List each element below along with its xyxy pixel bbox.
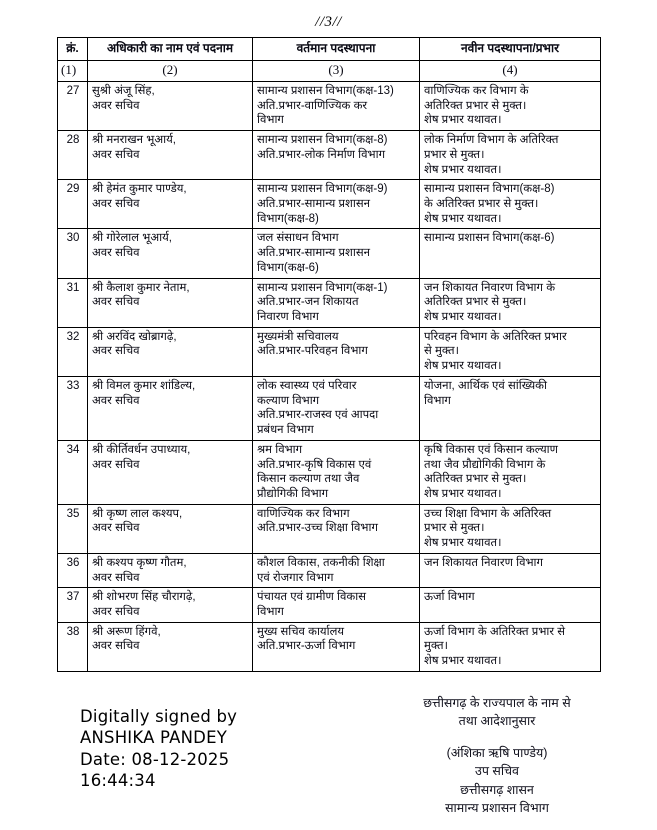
cell-officer-name xyxy=(88,504,253,553)
new-posting-line: शेष प्रभार यथावत। xyxy=(424,114,502,127)
column-number-4: (4) xyxy=(420,61,601,82)
cell-current-posting xyxy=(253,553,420,587)
current-posting-line: अति.प्रभार-वाणिज्यिक कर xyxy=(257,99,368,112)
new-posting-line: ऊर्जा विभाग के अतिरिक्त प्रभार से xyxy=(424,625,566,638)
table-row xyxy=(58,180,601,229)
table-row xyxy=(58,440,601,504)
officer-designation: अवर सचिव xyxy=(92,571,140,584)
cell-officer-name xyxy=(88,588,253,622)
cell-serial-number: 35 xyxy=(58,504,88,553)
new-posting-line: के अतिरिक्त प्रभार से मुक्त। xyxy=(424,198,539,211)
document-footer xyxy=(0,694,657,830)
current-posting-line: अति.प्रभार-उच्च शिक्षा विभाग xyxy=(257,522,378,535)
authority-government: छत्तीसगढ़ शासन xyxy=(460,782,534,797)
officer-name: श्री हेमंत कुमार पाण्डेय, xyxy=(92,183,187,196)
current-posting-line: अति.प्रभार-राजस्व एवं आपदा xyxy=(257,409,379,422)
officer-name: श्री शोभरण सिंह चौरागढ़े, xyxy=(92,591,196,604)
current-posting-line: सामान्य प्रशासन विभाग(कक्ष-13) xyxy=(257,84,394,97)
current-posting-line: निवारण विभाग xyxy=(257,311,319,324)
page-number-marker: //3// xyxy=(315,14,342,30)
cell-serial-number: 29 xyxy=(58,180,88,229)
cell-new-posting xyxy=(420,553,601,587)
new-posting-line: परिवहन विभाग के अतिरिक्त प्रभार xyxy=(424,330,567,343)
current-posting-line: जल संसाधन विभाग xyxy=(257,232,339,245)
cell-new-posting xyxy=(420,81,601,130)
table-row xyxy=(58,131,601,180)
table-body xyxy=(58,61,601,672)
new-posting-line: योजना, आर्थिक एवं सांख्यिकी xyxy=(424,379,547,392)
authority-department: सामान्य प्रशासन विभाग xyxy=(445,800,549,815)
signature-signer-name: ANSHIKA PANDEY xyxy=(80,728,227,748)
new-posting-line: सामान्य प्रशासन विभाग(कक्ष-6) xyxy=(424,232,555,245)
table-row xyxy=(58,622,601,671)
cell-new-posting xyxy=(420,278,601,327)
current-posting-line: मुख्यमंत्री सचिवालय xyxy=(257,330,339,343)
cell-officer-name xyxy=(88,327,253,376)
cell-current-posting xyxy=(253,327,420,376)
new-posting-line: से मुक्त। xyxy=(424,345,459,358)
new-posting-line: प्रभार से मुक्त। xyxy=(424,148,485,161)
new-posting-line: मुक्त। xyxy=(424,640,448,653)
new-posting-line: शेष प्रभार यथावत। xyxy=(424,311,502,324)
header-officer-name-designation: अधिकारी का नाम एवं पदनाम xyxy=(88,38,253,61)
cell-current-posting xyxy=(253,440,420,504)
table-row xyxy=(58,278,601,327)
column-number-row xyxy=(58,61,601,82)
cell-current-posting xyxy=(253,504,420,553)
new-posting-line: जन शिकायत निवारण विभाग xyxy=(424,556,543,569)
current-posting-line: पंचायत एवं ग्रामीण विकास xyxy=(257,591,366,604)
officer-name: श्री कीर्तिवर्धन उपाध्याय, xyxy=(92,443,191,456)
cell-officer-name xyxy=(88,229,253,278)
authority-spacer xyxy=(352,730,642,744)
officer-name: श्री कश्यप कृष्ण गौतम, xyxy=(92,556,187,569)
cell-officer-name xyxy=(88,81,253,130)
officer-designation: अवर सचिव xyxy=(92,605,140,618)
table-row xyxy=(58,588,601,622)
officer-name: सुश्री अंजू सिंह, xyxy=(92,84,155,97)
current-posting-line: विभाग(कक्ष-8) xyxy=(257,212,319,225)
current-posting-line: किसान कल्याण तथा जैव xyxy=(257,473,360,486)
officer-designation: अवर सचिव xyxy=(92,247,140,260)
new-posting-line: शेष प्रभार यथावत। xyxy=(424,537,502,550)
officer-designation: अवर सचिव xyxy=(92,458,140,471)
cell-serial-number: 36 xyxy=(58,553,88,587)
current-posting-line: सामान्य प्रशासन विभाग(कक्ष-1) xyxy=(257,281,388,294)
cell-serial-number: 28 xyxy=(58,131,88,180)
cell-new-posting xyxy=(420,131,601,180)
new-posting-line: अतिरिक्त प्रभार से मुक्त। xyxy=(424,473,527,486)
officer-designation: अवर सचिव xyxy=(92,522,140,535)
cell-serial-number: 34 xyxy=(58,440,88,504)
cell-serial-number: 33 xyxy=(58,376,88,440)
table-header xyxy=(58,38,601,61)
cell-current-posting xyxy=(253,622,420,671)
table-header-row xyxy=(58,38,601,61)
current-posting-line: श्रम विभाग xyxy=(257,443,303,456)
cell-serial-number: 30 xyxy=(58,229,88,278)
current-posting-line: विभाग xyxy=(257,605,284,618)
officer-designation: अवर सचिव xyxy=(92,345,140,358)
cell-officer-name xyxy=(88,553,253,587)
officers-transfer-table xyxy=(57,37,601,672)
current-posting-line: अति.प्रभार-सामान्य प्रशासन xyxy=(257,247,371,260)
signature-time: 16:44:34 xyxy=(80,771,156,791)
column-number-3: (3) xyxy=(253,61,420,82)
cell-current-posting xyxy=(253,81,420,130)
cell-new-posting xyxy=(420,180,601,229)
current-posting-line: सामान्य प्रशासन विभाग(कक्ष-8) xyxy=(257,134,388,147)
cell-serial-number: 31 xyxy=(58,278,88,327)
cell-officer-name xyxy=(88,180,253,229)
current-posting-line: वाणिज्यिक कर विभाग xyxy=(257,507,350,520)
current-posting-line: सामान्य प्रशासन विभाग(कक्ष-9) xyxy=(257,183,388,196)
officer-name: श्री अरूण हिंगवे, xyxy=(92,625,161,638)
cell-serial-number: 37 xyxy=(58,588,88,622)
cell-new-posting xyxy=(420,588,601,622)
new-posting-line: अतिरिक्त प्रभार से मुक्त। xyxy=(424,99,527,112)
new-posting-line: शेष प्रभार यथावत। xyxy=(424,212,502,225)
current-posting-line: प्रबंधन विभाग xyxy=(257,424,314,437)
current-posting-line: प्रौद्योगिकी विभाग xyxy=(257,487,329,500)
cell-current-posting xyxy=(253,131,420,180)
new-posting-line: कृषि विकास एवं किसान कल्याण xyxy=(424,443,558,456)
cell-current-posting xyxy=(253,278,420,327)
current-posting-line: अति.प्रभार-लोक निर्माण विभाग xyxy=(257,148,386,161)
authority-signatory-name: (अंशिका ऋषि पाण्डेय) xyxy=(446,746,548,761)
new-posting-line: उच्च शिक्षा विभाग के अतिरिक्त xyxy=(424,507,552,520)
current-posting-line: विभाग(कक्ष-6) xyxy=(257,261,319,274)
current-posting-line: लोक स्वास्थ्य एवं परिवार xyxy=(257,379,357,392)
cell-new-posting xyxy=(420,229,601,278)
cell-officer-name xyxy=(88,440,253,504)
authority-designation: उप सचिव xyxy=(475,764,519,779)
cell-new-posting xyxy=(420,504,601,553)
new-posting-line: वाणिज्यिक कर विभाग के xyxy=(424,84,529,97)
new-posting-line: विभाग xyxy=(424,394,451,407)
new-posting-line: जन शिकायत निवारण विभाग के xyxy=(424,281,556,294)
authority-governor-line: छत्तीसगढ़ के राज्यपाल के नाम से xyxy=(423,696,571,710)
table-row xyxy=(58,327,601,376)
current-posting-line: अति.प्रभार-परिवहन विभाग xyxy=(257,345,368,358)
cell-current-posting xyxy=(253,588,420,622)
current-posting-line: अति.प्रभार-जन शिकायत xyxy=(257,296,359,309)
cell-new-posting xyxy=(420,622,601,671)
new-posting-line: तथा जैव प्रौद्योगिकी विभाग के xyxy=(424,458,546,471)
officer-designation: अवर सचिव xyxy=(92,198,140,211)
cell-current-posting xyxy=(253,180,420,229)
officer-name: श्री मनराखन भूआर्य, xyxy=(92,134,176,147)
current-posting-line: विभाग xyxy=(257,114,284,127)
new-posting-line: प्रभार से मुक्त। xyxy=(424,522,485,535)
officer-name: श्री कृष्ण लाल कश्यप, xyxy=(92,507,183,520)
table-row xyxy=(58,81,601,130)
header-current-posting: वर्तमान पदस्थापना xyxy=(253,38,420,61)
cell-new-posting xyxy=(420,327,601,376)
issuing-authority-block xyxy=(352,694,642,817)
cell-officer-name xyxy=(88,278,253,327)
cell-officer-name xyxy=(88,376,253,440)
cell-current-posting xyxy=(253,376,420,440)
cell-serial-number: 38 xyxy=(58,622,88,671)
header-new-posting-charge: नवीन पदस्थापना/प्रभार xyxy=(420,38,601,61)
cell-current-posting xyxy=(253,229,420,278)
new-posting-line: अतिरिक्त प्रभार से मुक्त। xyxy=(424,296,527,309)
current-posting-line: कल्याण विभाग xyxy=(257,394,320,407)
officer-designation: अवर सचिव xyxy=(92,640,140,653)
new-posting-line: शेष प्रभार यथावत। xyxy=(424,163,502,176)
cell-new-posting xyxy=(420,440,601,504)
officer-name: श्री गोरेलाल भूआर्य, xyxy=(92,232,172,245)
signature-label: Digitally signed by xyxy=(80,707,238,726)
current-posting-line: अति.प्रभार-सामान्य प्रशासन xyxy=(257,198,371,211)
table-row xyxy=(58,504,601,553)
officer-name: श्री विमल कुमार शांडिल्य, xyxy=(92,379,196,392)
officer-name: श्री अरविंद खोब्रागढ़े, xyxy=(92,330,177,343)
current-posting-line: अति.प्रभार-कृषि विकास एवं xyxy=(257,458,372,471)
current-posting-line: कौशल विकास, तकनीकी शिक्षा xyxy=(257,556,385,569)
cell-serial-number: 27 xyxy=(58,81,88,130)
officer-designation: अवर सचिव xyxy=(92,148,140,161)
cell-serial-number: 32 xyxy=(58,327,88,376)
officer-designation: अवर सचिव xyxy=(92,99,140,112)
cell-officer-name xyxy=(88,622,253,671)
officer-name: श्री कैलाश कुमार नेताम, xyxy=(92,281,190,294)
signature-date: Date: 08-12-2025 xyxy=(80,749,230,769)
new-posting-line: शेष प्रभार यथावत। xyxy=(424,655,502,668)
authority-order-line: तथा आदेशानुसार xyxy=(458,714,536,729)
new-posting-line: सामान्य प्रशासन विभाग(कक्ष-8) xyxy=(424,183,555,196)
header-serial-number: क्रं. xyxy=(58,38,88,61)
cell-officer-name xyxy=(88,131,253,180)
officer-designation: अवर सचिव xyxy=(92,394,140,407)
table-row xyxy=(58,376,601,440)
current-posting-line: एवं रोजगार विभाग xyxy=(257,571,334,584)
digital-signature-block xyxy=(80,706,340,792)
new-posting-line: ऊर्जा विभाग xyxy=(424,591,475,604)
officer-designation: अवर सचिव xyxy=(92,296,140,309)
new-posting-line: शेष प्रभार यथावत। xyxy=(424,360,502,373)
current-posting-line: अति.प्रभार-ऊर्जा विभाग xyxy=(257,640,356,653)
new-posting-line: शेष प्रभार यथावत। xyxy=(424,487,502,500)
column-number-2: (2) xyxy=(88,61,253,82)
current-posting-line: मुख्य सचिव कार्यालय xyxy=(257,625,345,638)
column-number-1: (1) xyxy=(58,61,88,82)
new-posting-line: लोक निर्माण विभाग के अतिरिक्त xyxy=(424,134,559,147)
table-row xyxy=(58,553,601,587)
cell-new-posting xyxy=(420,376,601,440)
table-row xyxy=(58,229,601,278)
